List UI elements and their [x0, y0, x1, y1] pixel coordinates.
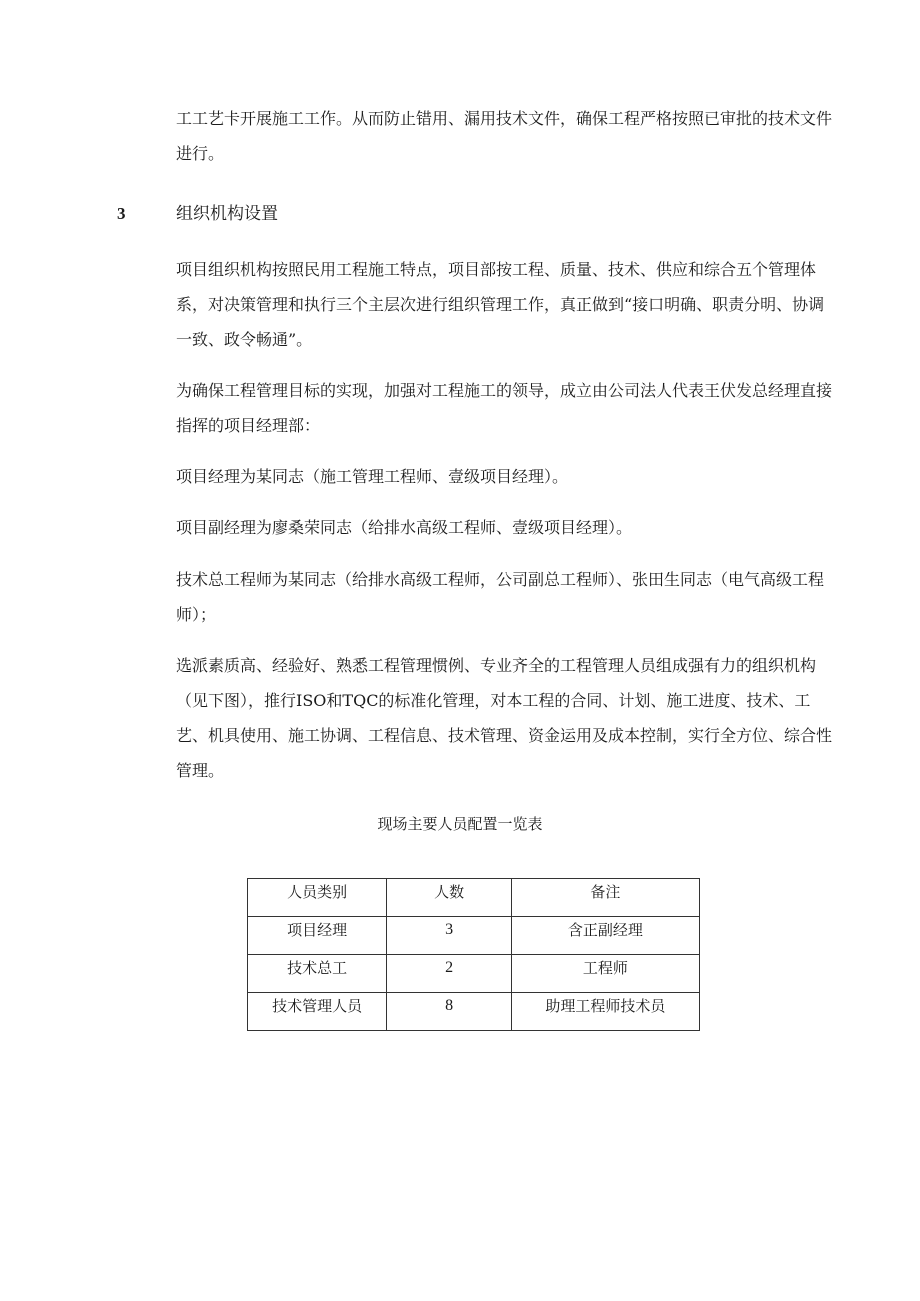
table-caption: 现场主要人员配置一览表	[377, 815, 543, 833]
table-cell-note: 助理工程师技术员	[511, 993, 699, 1031]
section-number: 3	[117, 204, 126, 223]
table-header-row	[248, 879, 700, 917]
table-row	[248, 917, 700, 955]
table-header-cell: 人员类别	[248, 879, 387, 917]
table-cell-category: 技术总工	[248, 955, 387, 993]
staff-table	[247, 878, 700, 1031]
table-header-cell: 备注	[511, 879, 699, 917]
table-header-cell: 人数	[387, 879, 511, 917]
table-row	[248, 993, 700, 1031]
section-title: 组织机构设置	[176, 204, 278, 224]
paragraph-deputy-manager: 项目副经理为廖桑荣同志（给排水高级工程师、壹级项目经理）。	[176, 518, 633, 537]
table-cell-category: 项目经理	[248, 917, 387, 955]
paragraph-project-manager: 项目经理为某同志（施工管理工程师、壹级项目经理）。	[176, 467, 569, 486]
table-cell-count: 3	[387, 917, 511, 955]
table-cell-note: 含正副经理	[511, 917, 699, 955]
table-row	[248, 955, 700, 993]
paragraph-tech-docs: 工工艺卡开展施工工作。从而防止错用、漏用技术文件，确保工程严格按照已审批的技术文件进行。	[176, 109, 833, 163]
paragraph-management-goal: 为确保工程管理目标的实现，加强对工程施工的领导，成立由公司法人代表王伏发总经理直接指挥的项目经理部：	[176, 381, 833, 435]
paragraph-chief-engineer: 技术总工程师为某同志（给排水高级工程师，公司副总工程师）、张田生同志（电气高级工程师）；	[176, 570, 825, 624]
table-cell-count: 2	[387, 955, 511, 993]
table-cell-count: 8	[387, 993, 511, 1031]
paragraph-staff-selection: 选派素质高、经验好、熟悉工程管理惯例、专业齐全的工程管理人员组成强有力的组织机构（见下图），推行ISO和TQC的标准化管理，对本工程的合同、计划、施工进度、技术、工艺、机具使用、施工协调、工程信息、技术管理、资金运用及成本控制，实行全方位、综合性管理。	[176, 656, 833, 780]
table-cell-note: 工程师	[511, 955, 699, 993]
paragraph-org-structure: 项目组织机构按照民用工程施工特点，项目部按工程、质量、技术、供应和综合五个管理体系，对决策管理和执行三个主层次进行组织管理工作，真正做到“接口明确、职责分明、协调一致、政令畅通”。	[176, 260, 825, 349]
table-cell-category: 技术管理人员	[248, 993, 387, 1031]
